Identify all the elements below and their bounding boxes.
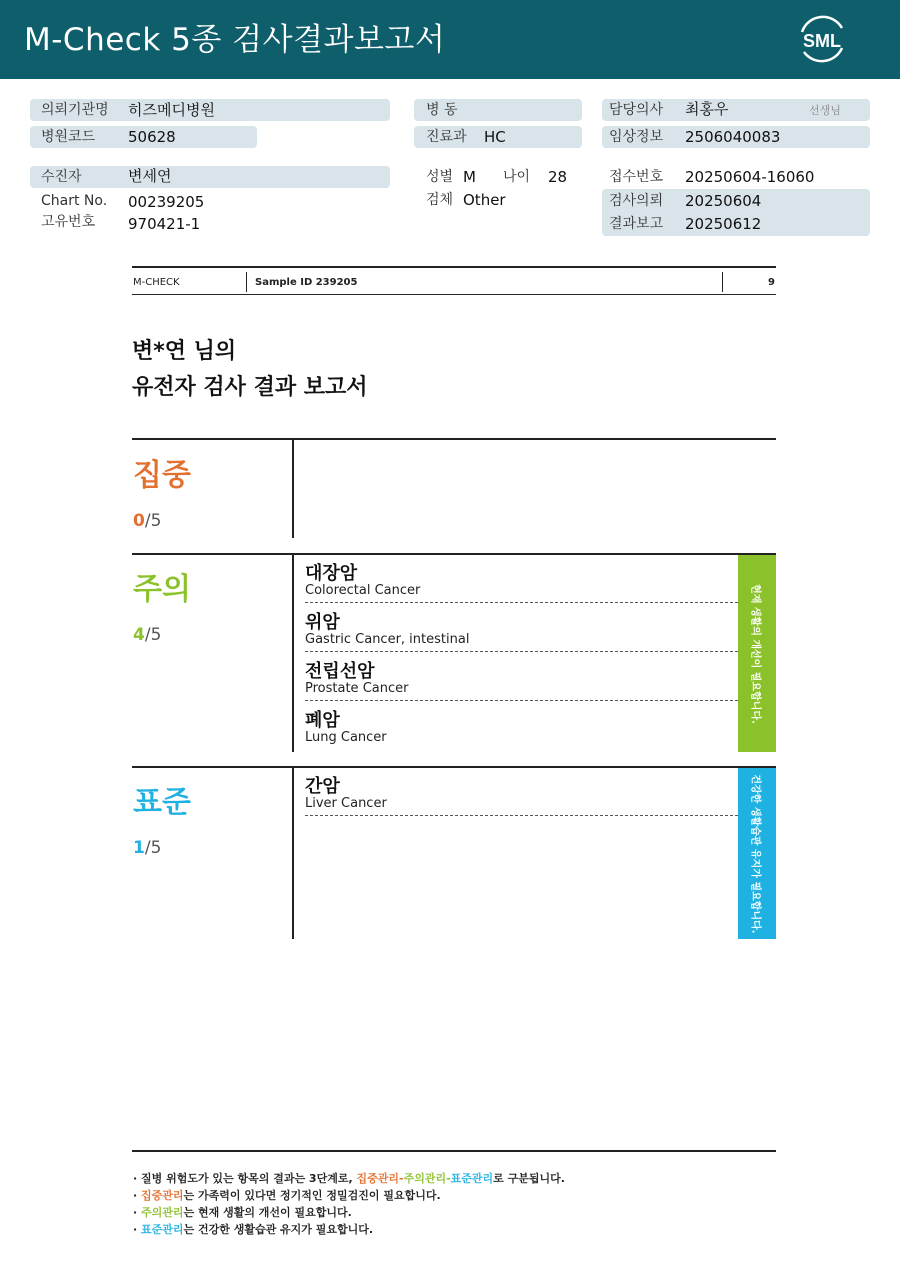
caution-section-rule	[132, 553, 776, 555]
sample-id: Sample ID 239205	[255, 277, 358, 288]
patient-label: 수진자	[41, 169, 82, 185]
ward-label: 병 동	[426, 102, 458, 118]
clinical-value: 2506040083	[685, 128, 781, 146]
logo-text: SML	[803, 31, 841, 51]
standard-item-english: Liver Cancer	[305, 796, 387, 811]
doctor-value: 최홍우	[685, 100, 729, 118]
notes-top-rule	[132, 1150, 776, 1152]
request-date-value: 20250604	[685, 192, 762, 210]
hospital-code-label: 병원코드	[41, 129, 96, 145]
focus-section-rule	[132, 438, 776, 440]
sml-logo	[792, 10, 852, 68]
focus-category-name: 집중	[133, 458, 191, 493]
note-3: · 주의관리는 현재 생활의 개선이 필요합니다.	[133, 1206, 352, 1219]
specimen-value: Other	[463, 191, 506, 209]
caution-item-name: 대장암	[305, 563, 358, 584]
clinical-label: 임상정보	[609, 129, 664, 145]
report-title: M-Check 5종 검사결과보고서	[24, 22, 446, 58]
report-date-value: 20250612	[685, 215, 762, 233]
caution-category-name: 주의	[133, 572, 191, 607]
caution-item-english: Prostate Cancer	[305, 681, 409, 696]
note-1: · 질병 위험도가 있는 항목의 결과는 3단계로, 집중관리-주의관리-표준관리로 구분됩니다.	[133, 1172, 565, 1185]
hospital-label: 의뢰기관명	[41, 102, 109, 118]
sex-label: 성별	[426, 169, 454, 185]
hospital-value: 히즈메디병원	[128, 101, 215, 119]
specimen-label: 검체	[426, 192, 454, 208]
dept-value: HC	[484, 128, 506, 146]
caution-item-name: 전립선암	[305, 661, 375, 682]
caution-side-text: 현재 생활의 개선이 필요합니다.	[749, 583, 761, 724]
subheader-divider	[246, 272, 247, 292]
subheader-mcheck: M-CHECK	[133, 277, 180, 288]
report-heading-title: 유전자 검사 결과 보고서	[132, 375, 368, 400]
subheader-bottom-rule	[132, 294, 776, 295]
standard-count: 1/5	[133, 838, 162, 858]
patient-value: 변세연	[128, 167, 172, 185]
caution-item-name: 폐암	[305, 710, 340, 731]
standard-category-name: 표준	[133, 785, 191, 820]
report-date-label: 결과보고	[609, 216, 664, 232]
receipt-label: 접수번호	[609, 169, 664, 185]
caution-count: 4/5	[133, 625, 162, 645]
unique-id-value: 970421-1	[128, 215, 201, 233]
item-separator	[305, 602, 738, 603]
request-date-label: 검사의뢰	[609, 193, 664, 209]
doctor-suffix: 선생님	[809, 104, 841, 117]
unique-id-label: 고유번호	[41, 214, 96, 230]
caution-item-name: 위암	[305, 612, 340, 633]
chart-no-value: 00239205	[128, 193, 205, 211]
item-separator	[305, 815, 738, 816]
standard-item-name: 간암	[305, 776, 340, 797]
standard-section-divider	[292, 768, 294, 939]
standard-side-bar	[738, 768, 776, 939]
receipt-value: 20250604-16060	[685, 168, 815, 186]
patient-row-bg	[30, 166, 390, 188]
caution-item-english: Lung Cancer	[305, 730, 387, 745]
note-2: · 집중관리는 가족력이 있다면 정기적인 정밀검진이 필요합니다.	[133, 1189, 441, 1202]
hospital-code-value: 50628	[128, 128, 176, 146]
item-separator	[305, 700, 738, 701]
age-value: 28	[548, 168, 568, 186]
focus-section-divider	[292, 440, 294, 538]
focus-count: 0/5	[133, 511, 162, 531]
chart-no-label: Chart No.	[41, 193, 108, 209]
report-heading-name: 변*연 님의	[132, 339, 237, 364]
item-separator	[305, 651, 738, 652]
subheader-top-rule	[132, 266, 776, 268]
age-label: 나이	[503, 169, 531, 185]
note-4: · 표준관리는 건강한 생활습관 유지가 필요합니다.	[133, 1223, 374, 1236]
standard-side-text: 건강한 생활습관 유지가 필요합니다.	[749, 773, 761, 934]
standard-section-rule	[132, 766, 776, 768]
caution-item-english: Gastric Cancer, intestinal	[305, 632, 470, 647]
caution-section-divider	[292, 555, 294, 752]
subheader-divider	[722, 272, 723, 292]
page-number: 9	[768, 277, 775, 288]
dept-label: 진료과	[426, 129, 467, 145]
doctor-label: 담당의사	[609, 102, 664, 118]
caution-side-bar	[738, 555, 776, 752]
caution-item-english: Colorectal Cancer	[305, 583, 421, 598]
sex-value: M	[463, 168, 476, 186]
